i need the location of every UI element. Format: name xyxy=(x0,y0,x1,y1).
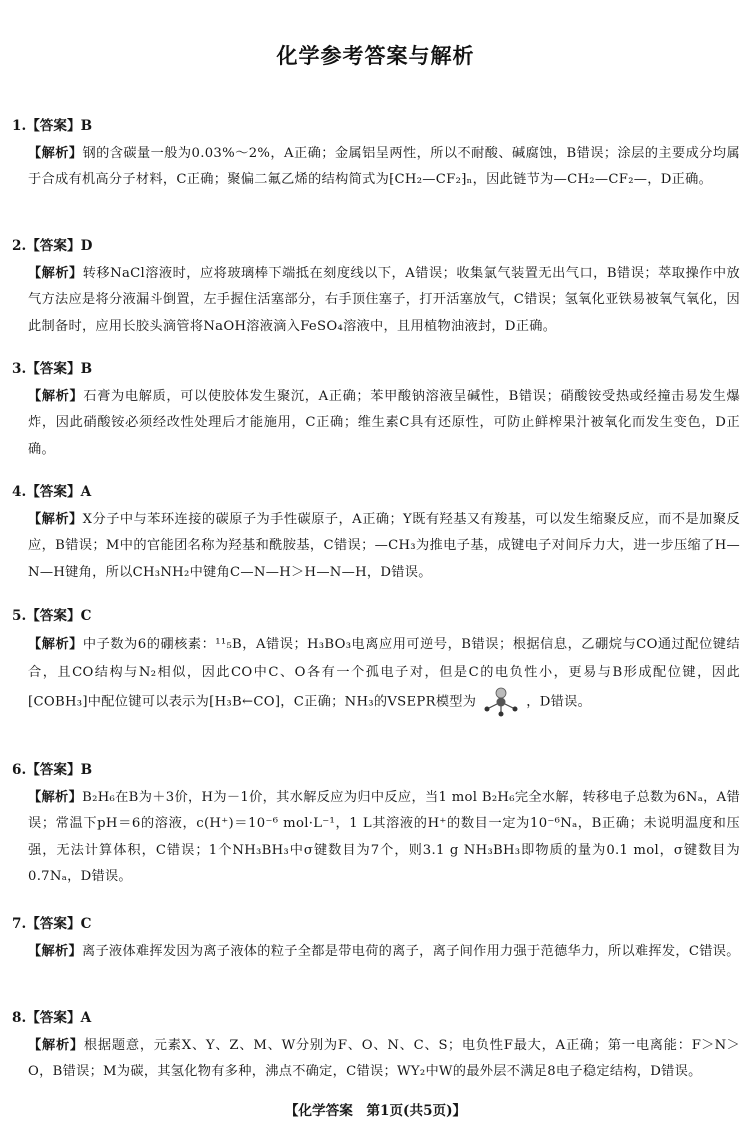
answer-value: D xyxy=(80,238,93,254)
question-number: 4. xyxy=(12,484,27,500)
analysis-text: B₂H₆在B为＋3价，H为－1价，其水解反应为归中反应，当1 mol B₂H₆完全水解，转移电子总数为6Nₐ，A错误；常温下pH＝6的溶液，c(H⁺)＝10⁻⁶ mol·L⁻¹，1 L其溶液的H⁺的数目一定为10⁻⁶Nₐ，B正确；未说明温度和压强，无法计算体积，C错误；1个NH₃BH₃中σ键数目为7个，则3.1 g NH₃BH₃即物质的量为0.1 mol，σ键数目为0.7Nₐ，D错误。 xyxy=(28,790,741,885)
question-1-analysis xyxy=(28,141,740,194)
answer-value: A xyxy=(80,1010,92,1026)
answer-value: B xyxy=(80,361,93,377)
question-3-analysis xyxy=(28,384,740,463)
question-number: 6. xyxy=(12,762,27,778)
question-7-header xyxy=(12,914,91,934)
analysis-tag: 【解析】 xyxy=(28,266,83,281)
answer-value: C xyxy=(80,916,92,932)
question-number: 1. xyxy=(12,118,27,134)
question-6-header xyxy=(12,760,92,780)
question-2-header xyxy=(12,236,92,256)
question-7-analysis xyxy=(28,939,740,965)
question-3-header xyxy=(12,359,92,379)
analysis-tag: 【解析】 xyxy=(28,944,82,959)
analysis-text: 中子数为6的硼核素：¹¹₅B，A错误；H₃BO₃电离应用可逆号，B错误；根据信息，乙硼烷与CO通过配位键结合，且CO结构与N₂相似，因此CO中C、O各有一个孤电子对，但是C的电负性小，更易与B形成配位键，因此[COBH₃]中配位键可以表示为[H₃B←CO]，C正确；NH₃的VSEPR模型为 xyxy=(28,637,740,710)
analysis-tag: 【解析】 xyxy=(28,146,83,161)
nh3-vsepr-model-icon xyxy=(476,687,526,717)
structural-formula: ⁅CH₂—CF₂⁆ₙ xyxy=(389,172,473,188)
question-8-header xyxy=(12,1008,91,1028)
question-number: 3. xyxy=(12,361,27,377)
answer-tag: 【答案】 xyxy=(26,1010,81,1026)
answer-value: B xyxy=(80,762,93,778)
answer-value: A xyxy=(80,484,92,500)
answer-tag: 【答案】 xyxy=(26,608,81,624)
analysis-tag: 【解析】 xyxy=(28,637,83,652)
question-8-analysis xyxy=(28,1033,740,1086)
analysis-tag: 【解析】 xyxy=(28,389,84,404)
answer-tag: 【答案】 xyxy=(26,762,81,778)
question-4-header xyxy=(12,482,91,502)
analysis-text: 石膏为电解质，可以使胶体发生聚沉，A正确；苯甲酸钠溶液呈碱性，B错误；硝酸铵受热或经撞击易发生爆炸，因此硝酸铵必须经改性处理后才能施用，C正确；维生素C具有还原性，可防止鲜榨果汁被氧化而发生变色，D正确。 xyxy=(28,389,740,457)
analysis-text: X分子中与苯环连接的碳原子为手性碳原子，A正确；Y既有羟基又有羧基，可以发生缩聚反应，而不是加聚反应，B错误；M中的官能团名称为羟基和酰胺基，C错误；—CH₃为推电子基，成键电子对间斥力大，进一步压缩了H—N—H键角，所以CH₃NH₂中键角C—N—H＞H—N—H，D错误。 xyxy=(28,512,740,580)
answer-tag: 【答案】 xyxy=(26,916,81,932)
question-number: 2. xyxy=(12,238,27,254)
analysis-tag: 【解析】 xyxy=(28,1038,84,1053)
question-5-analysis xyxy=(28,631,740,717)
answer-value: B xyxy=(80,118,93,134)
question-2-analysis xyxy=(28,261,740,340)
analysis-tag: 【解析】 xyxy=(28,512,83,527)
analysis-text: 转移NaCl溶液时，应将玻璃棒下端抵在刻度线以下，A错误；收集氯气装置无出气口，B错误；萃取操作中放气方法应是将分液漏斗倒置，左手握住活塞部分，右手顶住塞子，打开活塞放气，C错误；氢氧化亚铁易被氧气氧化，因此制备时，应用长胶头滴管将NaOH溶液滴入FeSO₄溶液中，且用植物油液封，D正确。 xyxy=(28,266,741,334)
question-1-header xyxy=(12,116,92,136)
question-5-header xyxy=(12,606,91,626)
answer-tag: 【答案】 xyxy=(26,238,81,254)
analysis-text: 钢的含碳量一般为0.03%～2%，A正确；金属铝呈两性，所以不耐酸、碱腐蚀，B错误；涂层的主要成分均属于合成有机高分子材料，C正确；聚偏二氟乙烯的结构简式为 xyxy=(28,146,741,188)
analysis-tail: ，D错误。 xyxy=(526,694,592,710)
analysis-tail: ，因此链节为—CH₂—CF₂—，D正确。 xyxy=(472,172,713,188)
question-6-analysis xyxy=(28,785,740,891)
question-number: 8. xyxy=(12,1010,27,1026)
answer-tag: 【答案】 xyxy=(26,484,81,500)
question-4-analysis xyxy=(28,507,740,586)
page-footer: 【化学答案 第1页(共5页)】 xyxy=(284,1103,467,1119)
analysis-text: 离子液体难挥发因为离子液体的粒子全都是带电荷的离子，离子间作用力强于范德华力，所以难挥发，C错误。 xyxy=(81,944,740,959)
answer-tag: 【答案】 xyxy=(26,361,81,377)
page-title: 化学参考答案与解析 xyxy=(276,44,475,68)
question-number: 5. xyxy=(12,608,27,624)
analysis-text: 根据题意，元素X、Y、Z、M、W分别为F、O、N、C、S；电负性F最大，A正确；第一电离能：F＞N＞O，B错误；M为碳，其氢化物有多种，沸点不确定，C错误；WY₂中W的最外层不满足8电子稳定结构，D错误。 xyxy=(28,1038,740,1080)
analysis-tag: 【解析】 xyxy=(28,790,83,805)
answer-tag: 【答案】 xyxy=(26,118,81,134)
question-number: 7. xyxy=(12,916,27,932)
answer-value: C xyxy=(80,608,92,624)
